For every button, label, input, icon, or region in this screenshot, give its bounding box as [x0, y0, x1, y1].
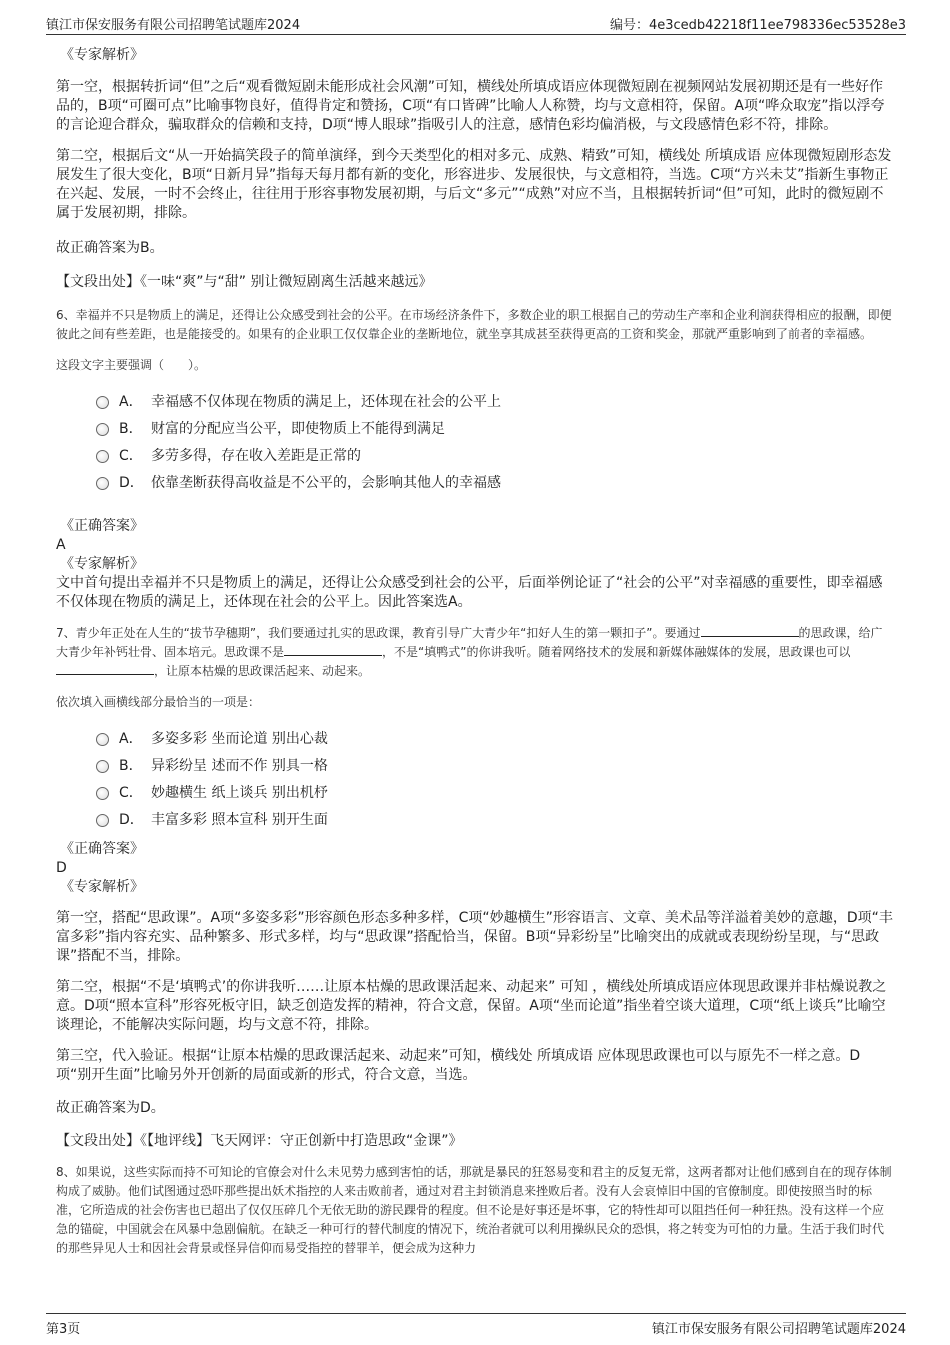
- q6-option-b[interactable]: [96, 414, 894, 441]
- header-doc-title: 镇江市保安服务有限公司招聘笔试题库2024: [46, 18, 301, 33]
- option-key: B．: [119, 757, 143, 774]
- q7-analysis-heading: 《专家解析》: [60, 879, 144, 895]
- radio-button-icon[interactable]: [96, 423, 109, 436]
- option-key: C．: [119, 447, 143, 464]
- blank-line: [56, 662, 154, 675]
- radio-button-icon[interactable]: [96, 814, 109, 827]
- option-text: 幸福感不仅体现在物质的满足上，还体现在社会的公平上: [151, 393, 501, 410]
- option-key: D．: [119, 811, 144, 828]
- q6-option-c[interactable]: [96, 441, 894, 468]
- q7-option-b[interactable]: [96, 751, 894, 778]
- option-key: A．: [119, 393, 143, 410]
- q7-answer-heading: 《正确答案》: [60, 841, 144, 857]
- page-content: [56, 46, 894, 1270]
- page-footer: [46, 1313, 906, 1336]
- q6-options: [96, 387, 894, 495]
- radio-button-icon[interactable]: [96, 396, 109, 409]
- q7-option-c[interactable]: [96, 778, 894, 805]
- radio-button-icon[interactable]: [96, 760, 109, 773]
- q5-analysis-heading: 《专家解析》: [60, 47, 144, 63]
- q5-analysis-para2: 第二空，根据后文“从一开始搞笑段子的简单演绎，到今天类型化的相对多元、成熟、精致”可知，横线处 所填成语 应体现微短剧形态发展发生了很大变化，B项“日新月异”指每天每月都有新的变化，形容进步、发展很快，与文意相符，当选。C项“方兴未艾”指新生事物正在兴起、发展，一时不会终止，往往用于形容事物发展初期，与后文“多元”“成熟”对应不当，且根据转折词“但”可知，此时的微短剧不属于发展初期，排除。: [56, 148, 892, 221]
- q7-option-d[interactable]: [96, 805, 894, 832]
- page-header: [46, 12, 906, 35]
- q6-answer: A: [56, 537, 66, 553]
- q7-stem-part3: ，不是“填鸭式”的你讲我听。随着网络技术的发展和新媒体融媒体的发展，思政课也可以: [382, 645, 851, 659]
- option-key: A．: [119, 730, 143, 747]
- q7-stem-part4: ，让原本枯燥的思政课活起来、动起来。: [154, 664, 371, 678]
- footer-page-number: 第3页: [46, 1322, 81, 1337]
- q5-conclusion: 故正确答案为B。: [56, 240, 164, 256]
- q7-analysis-para1: 第一空，搭配“思政课”。A项“多姿多彩”形容颜色形态多种多样，C项“妙趣横生”形容语言、文章、美术品等洋溢着美妙的意趣，D项“丰富多彩”指内容充实、品种繁多、形式多样，均与“思政课”搭配恰当，保留。B项“异彩纷呈”比喻突出的成就或表现纷纷呈现，与“思政课”搭配不当，排除。: [56, 910, 893, 964]
- q6-question: 这段文字主要强调（ ）。: [56, 358, 207, 372]
- q7-conclusion: 故正确答案为D。: [56, 1100, 165, 1116]
- q7-stem-part2: 的思政课，给广大青少年补钙壮骨、固本培元。思政课不是: [56, 626, 883, 659]
- option-text: 异彩纷呈 述而不作 别具一格: [151, 757, 328, 774]
- q6-analysis-heading: 《专家解析》: [60, 556, 144, 572]
- option-key: C．: [119, 784, 143, 801]
- q6-answer-heading: 《正确答案》: [60, 518, 144, 534]
- q8-stem: 8、如果说，这些实际而持不可知论的官僚会对什么未见势力感到害怕的话，那就是暴民的狂怒易变和君主的反复无常，这两者都对让他们感到自在的现存体制构成了威胁。他们试图通过恐吓那些提出妖术指控的人来击败前者，通过对君主封锁消息来挫败后者。没有人会哀悼旧中国的官僚制度。即使按照当时的标准，它所造成的社会伤害也已超出了仅仅压碎几个无依无助的游民踝骨的程度。但不论是好事还是坏事，它的特性却可以阻挡任何一种狂热。没有这样一个应急的锚碇，中国就会在风暴中急剧偏航。在缺乏一种可行的替代制度的情况下，统治者就可以利用操纵民众的恐惧，将之转变为可怕的力量。生活于我们时代的那些异见人士和因社会背景或怪异信仰而易受指控的替罪羊，便会成为这种力: [56, 1165, 892, 1255]
- q6-stem: 6、幸福并不只是物质上的满足，还得让公众感受到社会的公平。在市场经济条件下，多数企业的职工根据自己的劳动生产率和企业利润获得相应的报酬，即便彼此之间有些差距，也是能接受的。如果有的企业职工仅仅靠企业的垄断地位，就坐享其成甚至获得更高的工资和奖金，那就严重影响到了前者的幸福感。: [56, 308, 892, 341]
- q7-stem: [56, 624, 894, 681]
- q5-analysis-para1: 第一空，根据转折词“但”之后“观看微短剧未能形成社会风潮”可知，横线处所填成语应体现微短剧在视频网站发展初期还是有一些好作品的，B项“可圈可点”比喻事物良好，值得肯定和赞扬，C项“有口皆碑”比喻人人称赞，均与文意相符，保留。A项“哗众取宠”指以浮夸的言论迎合群众，骗取群众的信赖和支持，D项“博人眼球”指吸引人的注意，感情色彩均偏消极，与文段感情色彩不符，排除。: [56, 79, 885, 133]
- q7-option-a[interactable]: [96, 724, 894, 751]
- footer-doc-title: 镇江市保安服务有限公司招聘笔试题库2024: [651, 1322, 906, 1337]
- q7-question: 依次填入画横线部分最恰当的一项是：: [56, 695, 261, 709]
- option-text: 依靠垄断获得高收益是不公平的，会影响其他人的幸福感: [151, 474, 501, 491]
- option-key: D．: [119, 474, 144, 491]
- q7-analysis-para3: 第三空，代入验证。根据“让原本枯燥的思政课活起来、动起来”可知，横线处 所填成语 应体现思政课也可以与原先不一样之意。D项“别开生面”比喻另外开创新的局面或新的形式，符合文意，当选。: [56, 1048, 861, 1083]
- header-doc-id: 编号：4e3cedb42218f11ee798336ec53528e3: [609, 18, 906, 33]
- q7-answer: D: [56, 860, 67, 876]
- radio-button-icon[interactable]: [96, 477, 109, 490]
- q7-stem-part1: 7、青少年正处在人生的“拔节孕穗期”，我们要通过扎实的思政课，教育引导广大青少年“扣好人生的第一颗扣子”。要通过: [56, 626, 701, 640]
- blank-line: [284, 643, 382, 656]
- option-text: 多劳多得，存在收入差距是正常的: [151, 447, 361, 464]
- option-text: 妙趣横生 纸上谈兵 别出机杼: [151, 784, 328, 801]
- q5-source: 【文段出处】《一味“爽”与“甜” 别让微短剧离生活越来越远》: [56, 274, 433, 290]
- q7-analysis-para2: 第二空，根据“不是‘填鸭式’的你讲我听……让原本枯燥的思政课活起来、动起来” 可知 ，横线处所填成语应体现思政课并非枯燥说教之意。D项“照本宣科”形容死板守旧，缺乏创造发挥的精神，符合文意，保留。A项“坐而论道”指坐着空谈大道理，C项“纸上谈兵”比喻空谈理论，不能解决实际问题，均与文意不符，排除。: [56, 979, 887, 1033]
- radio-button-icon[interactable]: [96, 450, 109, 463]
- option-text: 丰富多彩 照本宣科 别开生面: [151, 811, 328, 828]
- q7-options: [96, 724, 894, 832]
- option-text: 多姿多彩 坐而论道 别出心裁: [151, 730, 328, 747]
- option-key: B．: [119, 420, 143, 437]
- q6-analysis: 文中首句提出幸福并不只是物质上的满足，还得让公众感受到社会的公平，后面举例论证了“社会的公平”对幸福感的重要性，即幸福感不仅体现在物质的满足上，还体现在社会的公平上。因此答案选A。: [56, 575, 883, 610]
- blank-line: [701, 624, 799, 637]
- q7-source: 【文段出处】《【地评线】飞天网评：守正创新中打造思政“金课”》: [56, 1133, 463, 1149]
- q6-option-a[interactable]: [96, 387, 894, 414]
- q6-option-d[interactable]: [96, 468, 894, 495]
- option-text: 财富的分配应当公平，即使物质上不能得到满足: [151, 420, 445, 437]
- radio-button-icon[interactable]: [96, 733, 109, 746]
- radio-button-icon[interactable]: [96, 787, 109, 800]
